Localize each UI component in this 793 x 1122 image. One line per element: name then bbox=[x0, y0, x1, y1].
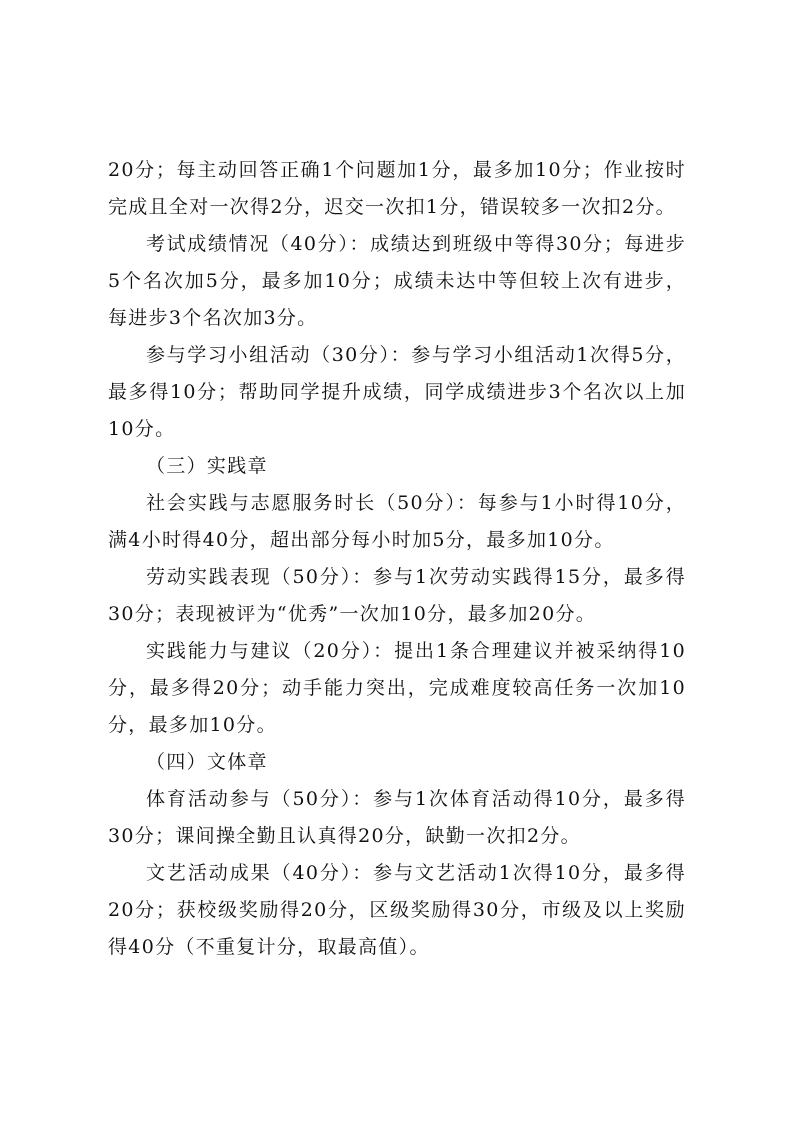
document-page bbox=[108, 152, 686, 966]
paragraph-arts-achievement: 文艺活动成果（40分）：参与文艺活动1次得10分，最多得20分；获校级奖励得20分，区级奖励得30分，市级及以上奖励得40分（不重复计分，取最高值）。 bbox=[108, 862, 686, 958]
section-heading-practice: （三）实践章 bbox=[146, 455, 268, 477]
paragraph-continuation: 20分；每主动回答正确1个问题加1分，最多加10分；作业按时完成且全对一次得2分，迟交一次扣1分，错误较多一次扣2分。 bbox=[108, 159, 686, 218]
paragraph-exam-score: 考试成绩情况（40分）：成绩达到班级中等得30分；每进步5个名次加5分，最多加10分；成绩未达中等但较上次有进步，每进步3个名次加3分。 bbox=[108, 233, 686, 329]
paragraph-practical-ability: 实践能力与建议（20分）：提出1条合理建议并被采纳得10分，最多得20分；动手能力突出，完成难度较高任务一次加10分，最多加10分。 bbox=[108, 640, 686, 736]
paragraph-volunteer-hours: 社会实践与志愿服务时长（50分）：每参与1小时得10分，满4小时得40分，超出部分每小时加5分，最多加10分。 bbox=[108, 492, 686, 551]
paragraph-sports-participation: 体育活动参与（50分）：参与1次体育活动得10分，最多得30分；课间操全勤且认真得20分，缺勤一次扣2分。 bbox=[108, 788, 686, 847]
paragraph-labor-practice: 劳动实践表现（50分）：参与1次劳动实践得15分，最多得30分；表现被评为“优秀”一次加10分，最多加20分。 bbox=[108, 566, 686, 625]
section-heading-arts-sports: （四）文体章 bbox=[146, 751, 268, 773]
paragraph-study-group: 参与学习小组活动（30分）：参与学习小组活动1次得5分，最多得10分；帮助同学提升成绩，同学成绩进步3个名次以上加10分。 bbox=[108, 344, 686, 440]
